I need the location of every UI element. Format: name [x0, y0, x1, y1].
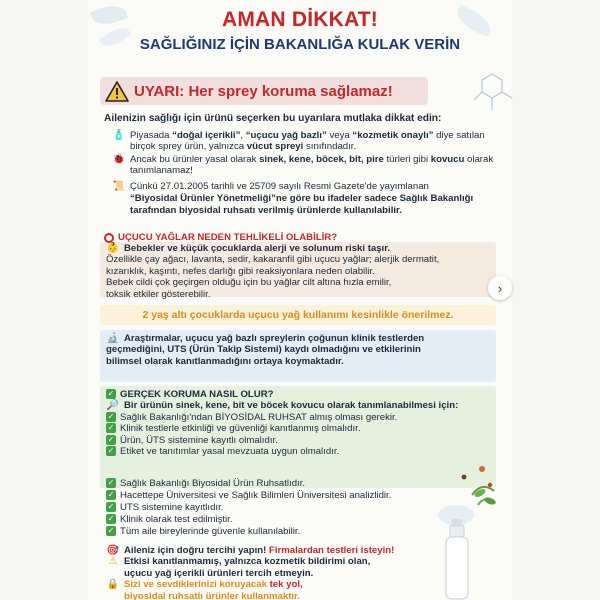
essential-oils-text	[106, 243, 496, 300]
point-text-part: sınıfındadır.	[303, 141, 357, 153]
protection-lead: Bir ürünün sinek, kene, bit ve böcek kovucu olarak tanımlanabilmesi için:	[124, 400, 459, 412]
final-line-highlight: tek yol,	[269, 579, 303, 591]
warning-banner	[100, 77, 428, 105]
gazette-line: “Biyosidal Ürünler Yönetmeliği”ne göre bu ifadeler sadece Sağlık Bakanlığı	[130, 193, 474, 205]
warning-text: UYARI: Her sprey koruma sağlamaz!	[134, 82, 393, 100]
point-item	[112, 130, 496, 153]
baby-icon: 👶	[106, 243, 120, 254]
ministry-item-text: Tüm aile bireylerinde güvenle kullanılabilir.	[120, 526, 301, 537]
ministry-list	[106, 478, 436, 538]
point-text-part: kovucu	[430, 153, 465, 165]
protection-item	[106, 435, 494, 446]
protection-item-text: Klinik testlerle etkinliği ve güvenliği kanıtlanmış olmalıdır.	[120, 423, 361, 435]
essential-oils-line: Bebek cildi çok geçirgen olduğu için bu yağlar cilt altına hızla emilir,	[106, 277, 392, 289]
point-text-part: olarak tanımlanamaz!	[130, 153, 494, 177]
next-slide-button[interactable]	[488, 276, 512, 300]
point-text-part: “doğal içerikli”	[172, 130, 241, 141]
point-text-part: türleri gibi	[383, 153, 431, 165]
protection-items	[106, 412, 494, 458]
target-icon: 🎯	[106, 545, 120, 556]
points-list	[112, 130, 496, 178]
ministry-item-text: UTS sistemine kayıtlıdır.	[120, 502, 224, 513]
point-text-part: vücut spreyi	[246, 141, 304, 153]
age-warning-banner: 2 yaş altı çocuklarda uçucu yağ kullanımı kesinlikle önerilmez.	[100, 305, 496, 325]
essential-oils-line: kızarıklık, kaşıntı, nefes darlığı gibi reaksiyonlara neden olabilir.	[106, 265, 375, 277]
protection-item-text: Ürün, ÜTS sistemine kayıtlı olmalıdır.	[120, 434, 278, 446]
page-subtitle: SAĞLIĞINIZ İÇİN BAKANLIĞA KULAK VERİN	[139, 36, 461, 53]
point-text-part: Piyasada	[130, 130, 173, 141]
point-text-part: diye satılan birçok sprey ürün, yalnızca	[130, 130, 485, 153]
essential-oils-title-text: UÇUCU YAĞLAR NEDEN TEHLİKELİ OLABİLİR?	[118, 232, 338, 243]
research-line: bilimsel olarak kanıtlanmadığını ortaya koymaktadır.	[106, 355, 344, 367]
point-text-part: Ancak bu ürünler yasal olarak	[130, 153, 260, 165]
checkmark-icon: ✓	[107, 446, 115, 456]
point-text	[130, 130, 496, 153]
final-line: Aileniz için doğru tercihi yapın!	[124, 545, 269, 556]
magnifier-icon: 🔎	[106, 400, 120, 412]
checkmark-icon: ✓	[107, 411, 115, 421]
page-title: AMAN DİKKAT!	[222, 8, 378, 31]
checkmark-icon: ✓	[107, 490, 115, 499]
essential-oils-title	[104, 232, 337, 243]
final-line-highlight: Firmalardan testleri isteyin!	[269, 545, 395, 556]
bug-icon: 🐞	[112, 153, 126, 165]
ministry-item	[106, 514, 436, 526]
ministry-item	[106, 502, 436, 514]
ministry-item-text: Klinik olarak test edilmiştir.	[120, 514, 233, 525]
checkmark-icon: ✓	[107, 514, 115, 523]
research-line: Araştırmalar, uçucu yağ bazlı spreylerin çoğunun klinik testlerden	[124, 333, 425, 344]
checkmark-icon: ✓	[107, 526, 115, 535]
intro-text: Ailenizin sağlığı için ürünü seçerken bu uyarılara mutlaka dikkat edin:	[104, 113, 442, 124]
lock-icon: 🔒	[106, 579, 120, 591]
essential-oils-line: toksik etkiler gösterebilir.	[106, 288, 211, 300]
prohibited-icon	[104, 233, 114, 243]
header	[88, 8, 512, 53]
microscope-icon: 🔬	[106, 333, 120, 344]
research-line: geçmediğini, UTS (Ürün Takip Sistemi) kaydı olmadığını ve etkilerinin	[106, 344, 421, 356]
final-line: Etkisi kanıtlanmamış, yalnızca kozmetik bildirimi olan,	[124, 556, 371, 568]
ministry-item-text: Hacettepe Üniversitesi ve Sağlık Bilimleri Üniversitesi analizlidir.	[120, 490, 392, 501]
final-line: uçucu yağ içerikli ürünleri tercih etmeyin.	[124, 567, 314, 579]
research-text	[106, 333, 494, 367]
point-text-part: ,	[240, 130, 246, 141]
ministry-item	[106, 478, 436, 490]
point-item	[112, 154, 496, 177]
checkmark-icon: ✓	[107, 423, 115, 433]
checkmark-icon: ✓	[107, 434, 115, 444]
point-text	[130, 154, 496, 177]
scroll-icon: 📜	[112, 181, 126, 192]
gazette-line: tarafından biyosidal ruhsatı verilmiş ürünlerde kullanılabilir.	[130, 204, 402, 216]
protection-item	[106, 412, 494, 423]
checkmark-icon: ✓	[107, 502, 115, 511]
ministry-item-text: Sağlık Bakanlığı Biyosidal Ürün Ruhsatlıdır.	[120, 478, 306, 489]
gazette-line: Çünkü 27.01.2005 tarihli ve 25709 sayılı Resmi Gazete'de yayımlanan	[130, 181, 429, 192]
protection-text	[106, 389, 494, 457]
warning-icon: ⚠	[108, 556, 118, 568]
protection-title: GERÇEK KORUMA NASIL OLUR?	[120, 389, 274, 400]
spray-bottle-icon: 🧴	[112, 130, 126, 141]
gazette-note	[112, 181, 496, 216]
final-note	[106, 545, 436, 600]
point-text-part: sinek, kene, böcek, bit, pire	[259, 153, 384, 165]
point-text-part: “kozmetik onaylı”	[352, 130, 434, 141]
ministry-item	[106, 490, 436, 502]
protection-item-text: Sağlık Bakanlığı'ndan BİYOSİDAL RUHSAT almış olması gerekir.	[120, 411, 398, 423]
checkmark-icon: ✓	[107, 478, 115, 487]
point-text-part: veya	[326, 130, 353, 141]
point-text-part: “uçucu yağ bazlı”	[245, 130, 327, 141]
ministry-item	[106, 526, 436, 538]
final-line: biyosidal ruhsatlı ürünler kullanmaktır.	[124, 590, 300, 600]
essential-oils-line: Bebekler ve küçük çocuklarda alerji ve solunum riski taşır.	[124, 243, 391, 254]
protection-item	[106, 423, 494, 434]
warning-triangle-icon	[100, 77, 134, 105]
final-line: Sizi ve sevdiklerinizi koruyacak	[124, 579, 270, 591]
chevron-right-icon: ›	[497, 280, 503, 296]
essential-oils-line: Özellikle çay ağacı, lavanta, sedir, kakaranfil gibi uçucu yağlar; alerjik dermatit,	[106, 254, 440, 266]
protection-item-text: Etiket ve tanıtımlar yasal mevzuata uygun olmalıdır.	[120, 446, 340, 458]
checkmark-icon: ✓	[107, 389, 115, 398]
